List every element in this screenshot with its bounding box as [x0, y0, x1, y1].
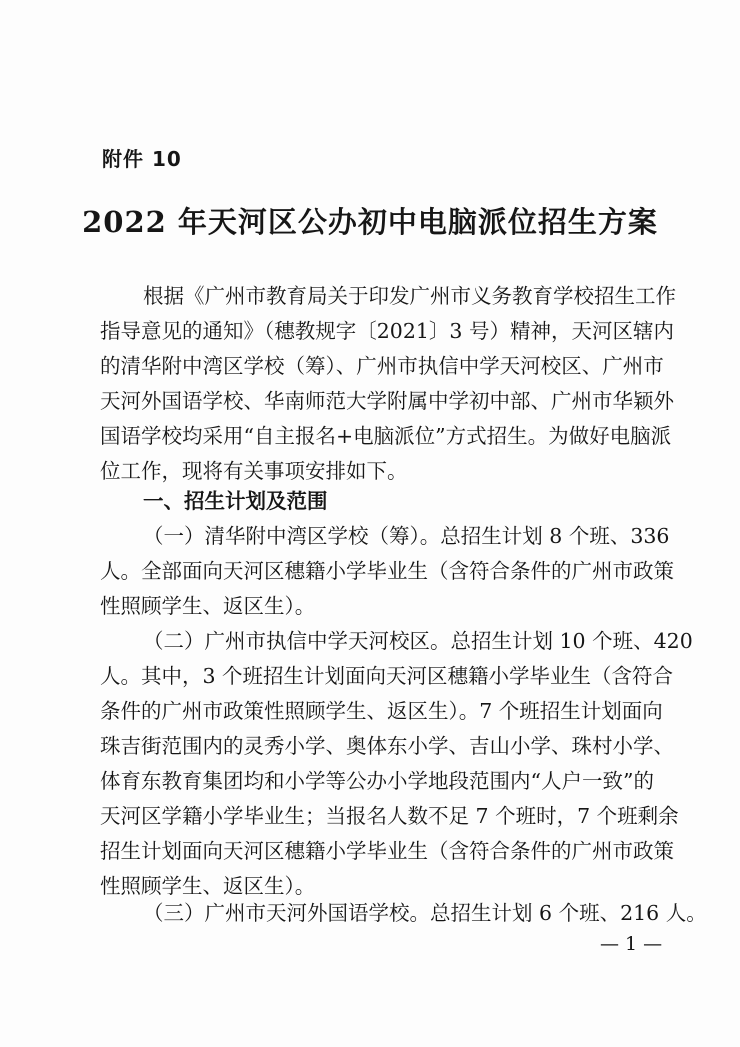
item2-line-5: 体育东教育集团均和小学等公办小学地段范围内“人户一致”的	[100, 769, 654, 793]
item2-line-8: 性照顾学生、返区生）。	[100, 874, 316, 898]
intro-line-1: 根据《广州市教育局关于印发广州市义务教育学校招生工作	[143, 284, 676, 308]
item2-line-6: 天河区学籍小学毕业生；当报名人数不足 7 个班时，7 个班剩余	[100, 804, 679, 828]
intro-line-2: 指导意见的通知》（穗教规字〔2021〕3 号）精神，天河区辖内	[100, 319, 674, 343]
item1-line-2: 人。全部面向天河区穗籍小学毕业生（含符合条件的广州市政策	[100, 559, 674, 583]
intro-line-6: 位工作，现将有关事项安排如下。	[100, 459, 408, 483]
item2-line-1: （二）广州市执信中学天河校区。总招生计划 10 个班、420	[143, 629, 693, 653]
document-title: 2022 年天河区公办初中电脑派位招生方案	[82, 205, 658, 239]
item1-line-1: （一）清华附中湾区学校（筹）。总招生计划 8 个班、336	[143, 524, 670, 548]
item1-line-3: 性照顾学生、返区生）。	[100, 594, 316, 618]
item2-line-3: 条件的广州市政策性照顾学生、返区生）。7 个班招生计划面向	[100, 699, 663, 723]
item2-line-2: 人。其中，3 个班招生计划面向天河区穗籍小学毕业生（含符合	[100, 664, 674, 688]
intro-line-3: 的清华附中湾区学校（筹）、广州市执信中学天河校区、广州市	[100, 354, 664, 378]
intro-line-5: 国语学校均采用“自主报名+电脑派位”方式招生。为做好电脑派	[100, 424, 672, 448]
item3-line-1: （三）广州市天河外国语学校。总招生计划 6 个班、216 人。	[143, 901, 707, 925]
page-number: — 1 —	[600, 933, 663, 955]
item2-line-4: 珠吉街范围内的灵秀小学、奥体东小学、吉山小学、珠村小学、	[100, 734, 674, 758]
intro-line-4: 天河外国语学校、华南师范大学附属中学初中部、广州市华颖外	[100, 389, 674, 413]
attachment-label: 附件 10	[102, 147, 182, 171]
item2-line-7: 招生计划面向天河区穗籍小学毕业生（含符合条件的广州市政策	[100, 839, 674, 863]
section-heading-enrollment-plan: 一、招生计划及范围	[143, 489, 328, 513]
